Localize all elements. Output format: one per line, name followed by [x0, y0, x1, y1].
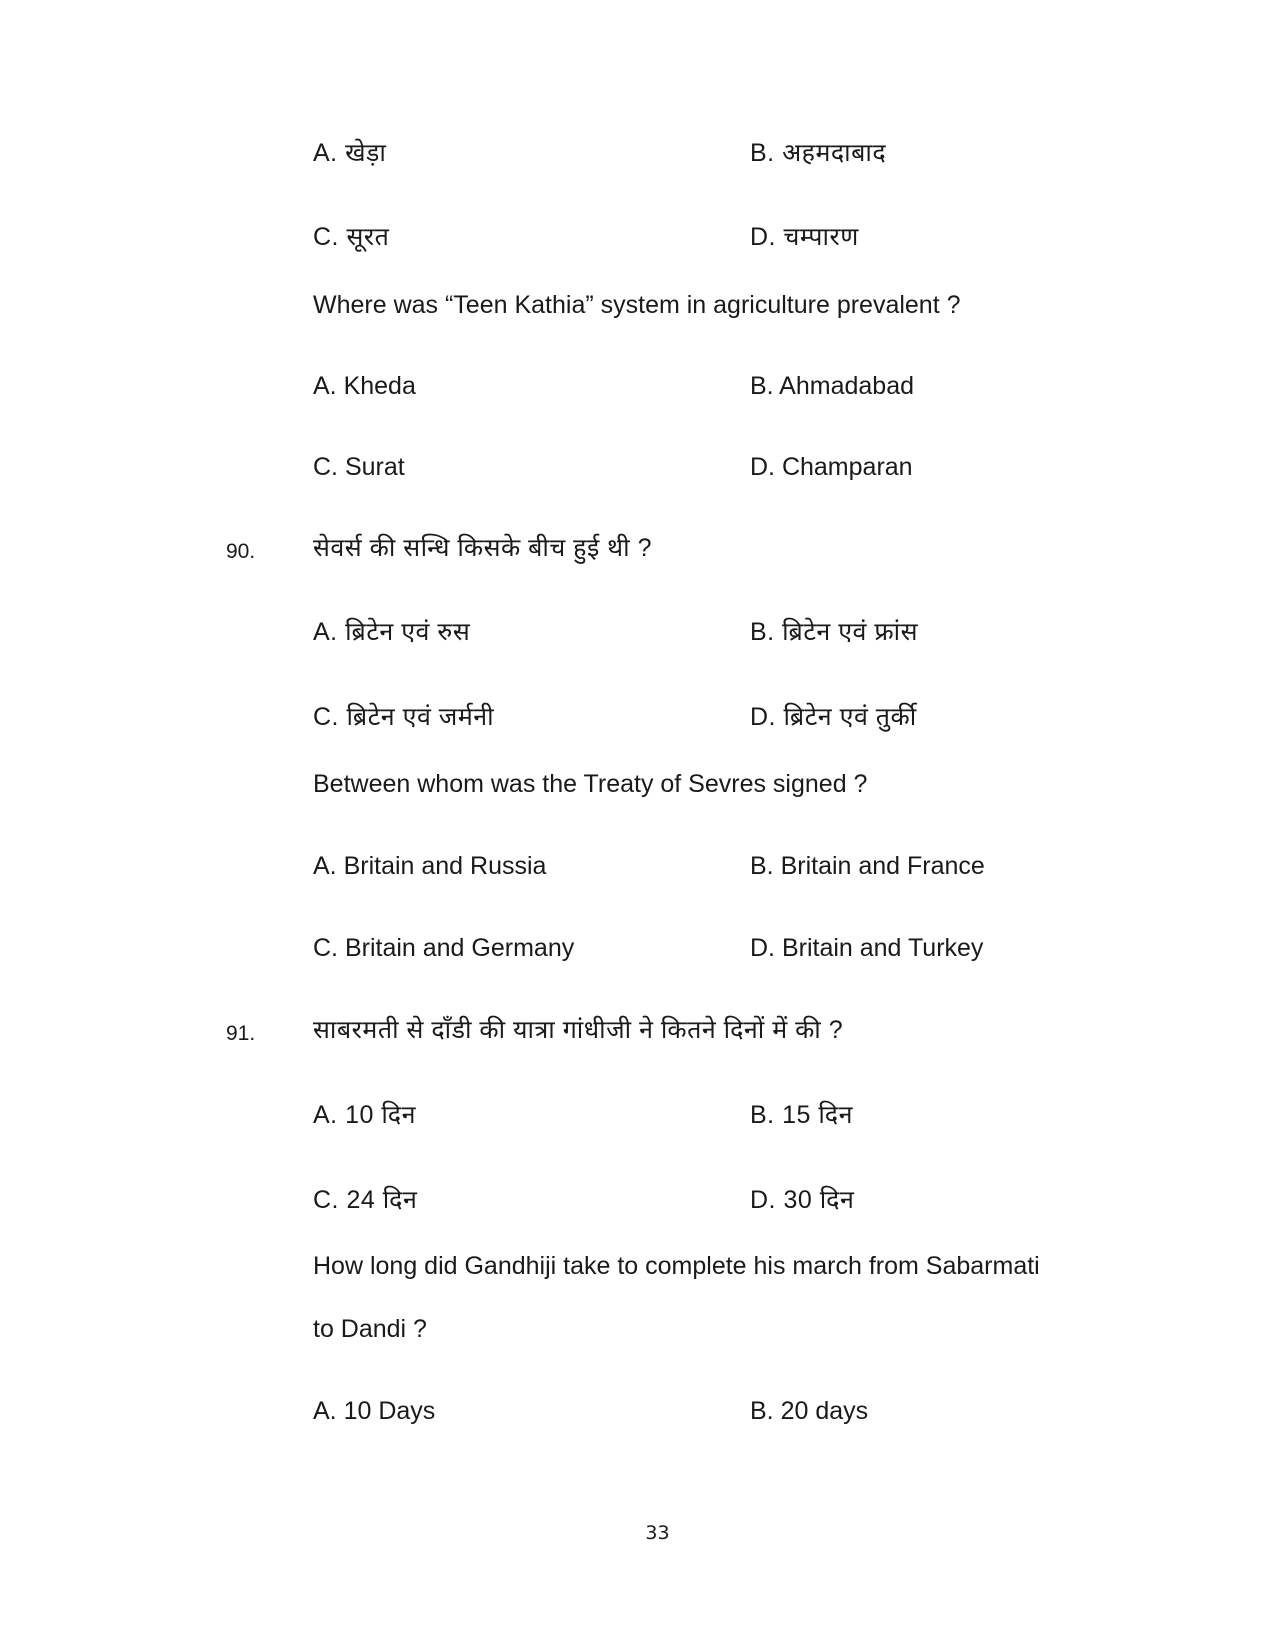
q90-en-option-c: C. Britain and Germany — [313, 934, 575, 962]
page-number: 33 — [645, 1522, 670, 1544]
q90-hi-option-a: A. ब्रिटेन एवं रुस — [313, 618, 471, 646]
q89-en-option-a: A. Kheda — [313, 372, 416, 400]
q89-en-option-d: D. Champaran — [750, 453, 913, 481]
q90-en-option-a: A. Britain and Russia — [313, 852, 547, 880]
q90-hi-option-d: D. ब्रिटेन एवं तुर्की — [750, 703, 917, 731]
q89-hi-option-a: A. खेड़ा — [313, 139, 387, 167]
q89-en-question: Where was “Teen Kathia” system in agriculture prevalent ? — [313, 291, 961, 319]
q90-hi-question: सेवर्स की सन्धि किसके बीच हुई थी ? — [313, 534, 652, 562]
q91-hi-option-c: C. 24 दिन — [313, 1186, 418, 1214]
q91-number: 91. — [226, 1022, 256, 1045]
q89-en-option-c: C. Surat — [313, 453, 405, 481]
q91-hi-option-b: B. 15 दिन — [750, 1101, 853, 1129]
q91-hi-option-a: A. 10 दिन — [313, 1101, 416, 1129]
q91-en-question-line1: How long did Gandhiji take to complete his march from Sabarmati — [313, 1252, 1040, 1280]
q90-en-option-b: B. Britain and France — [750, 852, 985, 880]
q90-en-option-d: D. Britain and Turkey — [750, 934, 984, 962]
q89-hi-option-b: B. अहमदाबाद — [750, 139, 887, 167]
q91-hi-option-d: D. 30 दिन — [750, 1186, 855, 1214]
q89-en-option-b: B. Ahmadabad — [750, 372, 915, 400]
q89-hi-option-c: C. सूरत — [313, 223, 390, 251]
q89-hi-option-d: D. चम्पारण — [750, 223, 859, 251]
q91-en-option-a: A. 10 Days — [313, 1397, 436, 1425]
q90-number: 90. — [226, 540, 256, 563]
q90-hi-option-c: C. ब्रिटेन एवं जर्मनी — [313, 703, 495, 731]
q90-hi-option-b: B. ब्रिटेन एवं फ्रांस — [750, 618, 919, 646]
q91-hi-question: साबरमती से दाँडी की यात्रा गांधीजी ने कितने दिनों में की ? — [313, 1016, 844, 1044]
q90-en-question: Between whom was the Treaty of Sevres signed ? — [313, 770, 868, 798]
q91-en-option-b: B. 20 days — [750, 1397, 869, 1425]
q91-en-question-line2: to Dandi ? — [313, 1315, 427, 1343]
